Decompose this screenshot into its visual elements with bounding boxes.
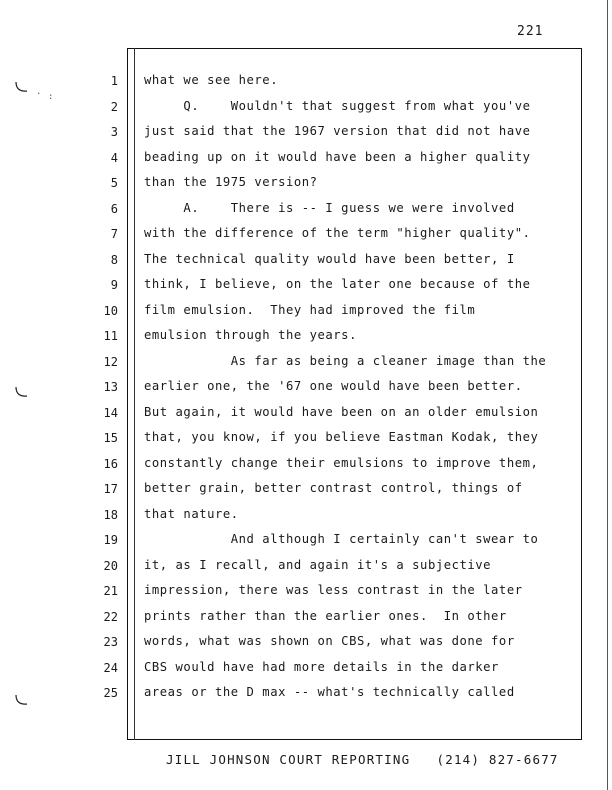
line-number: 18 <box>103 508 118 522</box>
transcript-line: what we see here. <box>144 73 279 87</box>
line-number: 11 <box>103 329 118 343</box>
transcript-line: The technical quality would have been better, I <box>144 252 515 266</box>
line-number: 15 <box>103 431 118 445</box>
line-number: 19 <box>103 533 118 547</box>
line-number: 7 <box>110 227 118 241</box>
line-number: 13 <box>103 380 118 394</box>
stray-mark: : <box>48 92 54 102</box>
margin-rule <box>134 48 135 740</box>
line-number: 14 <box>103 406 118 420</box>
line-number: 24 <box>103 661 118 675</box>
transcript-line: than the 1975 version? <box>144 175 318 189</box>
line-number: 3 <box>110 125 118 139</box>
transcript-line: A. There is -- I guess we were involved <box>144 201 515 215</box>
line-number: 17 <box>103 482 118 496</box>
transcript-line: prints rather than the earlier ones. In other <box>144 609 507 623</box>
page-number: 221 <box>517 24 544 39</box>
line-number: 23 <box>103 635 118 649</box>
transcript-line: Q. Wouldn't that suggest from what you've <box>144 99 531 113</box>
transcript-line: But again, it would have been on an older emulsion <box>144 405 539 419</box>
transcript-line: better grain, better contrast control, things of <box>144 481 523 495</box>
binder-hole-mark-bottom <box>13 693 31 707</box>
transcript-line: beading up on it would have been a higher quality <box>144 150 531 164</box>
transcript-line: constantly change their emulsions to improve them, <box>144 456 539 470</box>
stray-mark: . <box>36 87 42 97</box>
line-number: 20 <box>103 559 118 573</box>
line-number: 4 <box>110 151 118 165</box>
line-number: 6 <box>110 202 118 216</box>
transcript-line: words, what was shown on CBS, what was done for <box>144 634 515 648</box>
court-reporter-footer: JILL JOHNSON COURT REPORTING (214) 827-6677 <box>166 752 559 767</box>
binder-hole-mark-top <box>13 80 31 94</box>
page-edge-line <box>607 0 608 790</box>
line-number: 10 <box>103 304 118 318</box>
transcript-line: that nature. <box>144 507 239 521</box>
line-number: 12 <box>103 355 118 369</box>
transcript-line: film emulsion. They had improved the film <box>144 303 476 317</box>
line-number: 22 <box>103 610 118 624</box>
line-number: 5 <box>110 176 118 190</box>
transcript-line: CBS would have had more details in the darker <box>144 660 499 674</box>
transcript-line: think, I believe, on the later one because of the <box>144 277 531 291</box>
line-number: 21 <box>103 584 118 598</box>
transcript-line: And although I certainly can't swear to <box>144 532 539 546</box>
transcript-line: that, you know, if you believe Eastman Kodak, they <box>144 430 539 444</box>
transcript-line: just said that the 1967 version that did not have <box>144 124 531 138</box>
line-number: 16 <box>103 457 118 471</box>
transcript-line: As far as being a cleaner image than the <box>144 354 547 368</box>
line-number: 8 <box>110 253 118 267</box>
line-number: 9 <box>110 278 118 292</box>
transcript-line: earlier one, the '67 one would have been better. <box>144 379 523 393</box>
line-number: 25 <box>103 686 118 700</box>
transcript-line: impression, there was less contrast in the later <box>144 583 523 597</box>
transcript-line: with the difference of the term "higher quality". <box>144 226 531 240</box>
transcript-line: emulsion through the years. <box>144 328 357 342</box>
binder-hole-mark-middle <box>13 385 31 399</box>
line-number: 2 <box>110 100 118 114</box>
line-number: 1 <box>110 74 118 88</box>
transcript-line: it, as I recall, and again it's a subjective <box>144 558 492 572</box>
transcript-line: areas or the D max -- what's technically called <box>144 685 515 699</box>
